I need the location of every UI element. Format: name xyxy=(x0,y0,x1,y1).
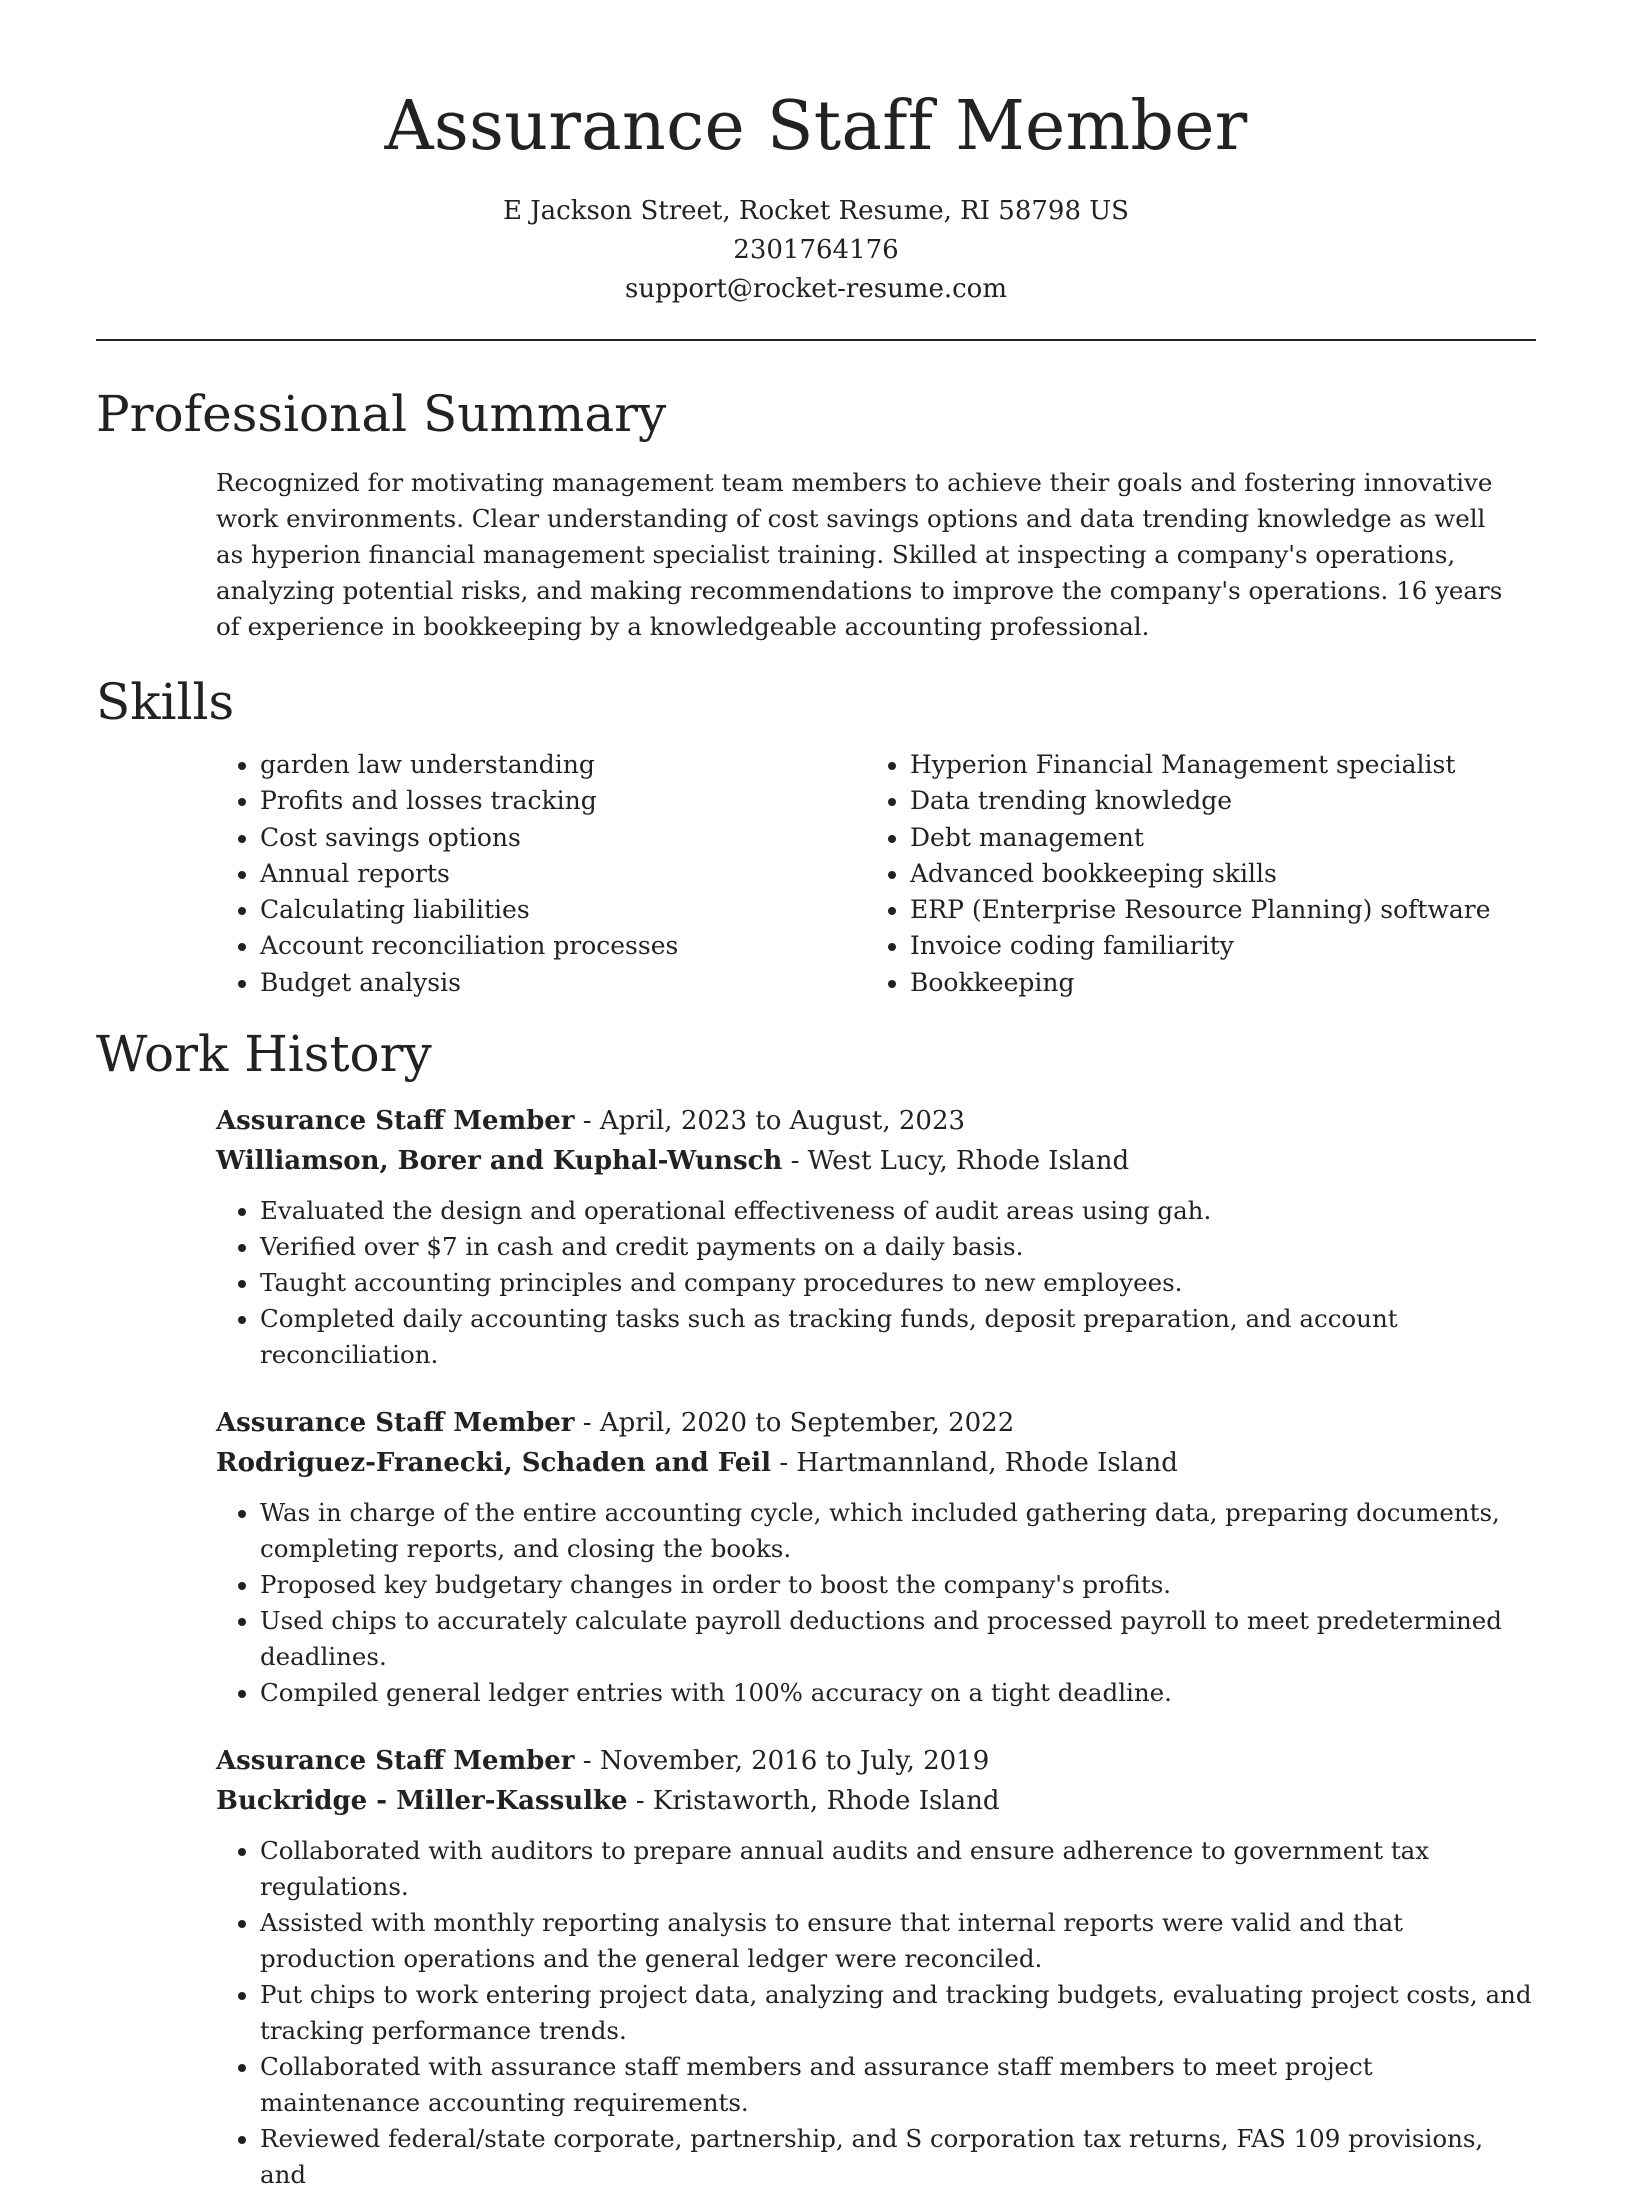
job-bullet: • Completed daily accounting tasks such as tracking funds, deposit preparation, and account reconciliation. xyxy=(260,1301,1536,1373)
job-bullet: • Proposed key budgetary changes in order to boost the company's profits. xyxy=(260,1567,1536,1603)
skill-item: • Data trending knowledge xyxy=(910,783,1516,819)
header-divider xyxy=(96,339,1536,341)
job-entry xyxy=(216,1403,1536,1711)
job-company-line xyxy=(216,1443,1536,1483)
skills-list-left xyxy=(216,747,866,1001)
job-location: - Hartmannland, Rhode Island xyxy=(771,1448,1178,1479)
job-title-line xyxy=(216,1741,1536,1781)
job-bullet: • Was in charge of the entire accounting cycle, which included gathering data, preparing documents, completing reports, and closing the books. xyxy=(260,1495,1536,1567)
job-bullets xyxy=(216,1833,1536,2193)
job-bullets xyxy=(216,1495,1536,1711)
job-entry xyxy=(216,1741,1536,2193)
job-company: Rodriguez-Franecki, Schaden and Feil xyxy=(216,1448,772,1479)
skill-item: • Cost savings options xyxy=(260,820,866,856)
job-bullet: • Reviewed federal/state corporate, partnership, and S corporation tax returns, FAS 109 provisions, and xyxy=(260,2121,1536,2193)
skill-item: • Budget analysis xyxy=(260,965,866,1001)
job-bullet: • Collaborated with assurance staff members and assurance staff members to meet project maintenance accounting requirements. xyxy=(260,2049,1536,2121)
job-dates: - April, 2023 to August, 2023 xyxy=(574,1106,966,1137)
job-title: Assurance Staff Member xyxy=(216,1408,575,1439)
job-company: Williamson, Borer and Kuphal-Wunsch xyxy=(216,1146,783,1177)
skill-item: • Hyperion Financial Management specialist xyxy=(910,747,1516,783)
job-bullet: • Collaborated with auditors to prepare annual audits and ensure adherence to government tax regulations. xyxy=(260,1833,1536,1905)
skill-item: • Advanced bookkeeping skills xyxy=(910,856,1516,892)
skills-grid xyxy=(216,747,1536,1001)
job-bullet: • Compiled general ledger entries with 100% accuracy on a tight deadline. xyxy=(260,1675,1536,1711)
candidate-name: Assurance Staff Member xyxy=(384,87,1248,166)
job-location: - West Lucy, Rhode Island xyxy=(782,1146,1130,1177)
job-title-line xyxy=(216,1403,1536,1443)
work-history-section xyxy=(96,1023,1536,2193)
job-location: - Kristaworth, Rhode Island xyxy=(627,1786,1000,1817)
work-history-heading: Work History xyxy=(96,1025,432,1084)
skill-item: • Annual reports xyxy=(260,856,866,892)
skill-item: • Debt management xyxy=(910,820,1516,856)
job-dates: - April, 2020 to September, 2022 xyxy=(574,1408,1015,1439)
skill-item: • garden law understanding xyxy=(260,747,866,783)
skill-item: • ERP (Enterprise Resource Planning) software xyxy=(910,892,1516,928)
summary-heading: Professional Summary xyxy=(96,385,667,443)
summary-text: Recognized for motivating management team members to achieve their goals and fostering innovative work environments. Clear understanding of cost savings options and data trending knowledge as well as hyperion financial management specialist training. Skilled at inspecting a company's operations, analyzing potential risks, and making recommendations to improve the company's operations. 16 years of experience in bookkeeping by a knowledgeable accounting professional. xyxy=(216,468,1503,641)
skill-item: • Invoice coding familiarity xyxy=(910,928,1516,964)
skill-item: • Profits and losses tracking xyxy=(260,783,866,819)
job-title: Assurance Staff Member xyxy=(216,1106,575,1137)
contact-phone: 2301764176 xyxy=(733,235,899,265)
job-title: Assurance Staff Member xyxy=(216,1746,575,1777)
job-company-line xyxy=(216,1781,1536,1821)
skill-item: • Account reconciliation processes xyxy=(260,928,866,964)
job-bullet: • Put chips to work entering project data, analyzing and tracking budgets, evaluating project costs, and tracking performance trends. xyxy=(260,1977,1536,2049)
contact-block xyxy=(96,192,1536,309)
skill-item: • Calculating liabilities xyxy=(260,892,866,928)
skills-section xyxy=(96,671,1536,1001)
skill-item: • Bookkeeping xyxy=(910,965,1516,1001)
job-title-line xyxy=(216,1101,1536,1141)
job-bullet: • Taught accounting principles and company procedures to new employees. xyxy=(260,1265,1536,1301)
contact-address: E Jackson Street, Rocket Resume, RI 58798 US xyxy=(502,196,1129,226)
job-bullet: • Verified over $7 in cash and credit payments on a daily basis. xyxy=(260,1229,1536,1265)
job-bullet: • Evaluated the design and operational effectiveness of audit areas using gah. xyxy=(260,1193,1536,1229)
job-company: Buckridge - Miller-Kassulke xyxy=(216,1786,628,1817)
job-entry xyxy=(216,1101,1536,1373)
job-bullet: • Used chips to accurately calculate payroll deductions and processed payroll to meet predetermined deadlines. xyxy=(260,1603,1536,1675)
job-bullets xyxy=(216,1193,1536,1373)
resume-header xyxy=(96,0,1536,309)
skills-list-right xyxy=(866,747,1516,1001)
skills-heading: Skills xyxy=(96,673,235,731)
summary-section xyxy=(96,383,1536,645)
job-company-line xyxy=(216,1141,1536,1181)
job-bullet: • Assisted with monthly reporting analysis to ensure that internal reports were valid and that production operations and the general ledger were reconciled. xyxy=(260,1905,1536,1977)
contact-email: support@rocket-resume.com xyxy=(624,274,1007,304)
job-dates: - November, 2016 to July, 2019 xyxy=(574,1746,990,1777)
